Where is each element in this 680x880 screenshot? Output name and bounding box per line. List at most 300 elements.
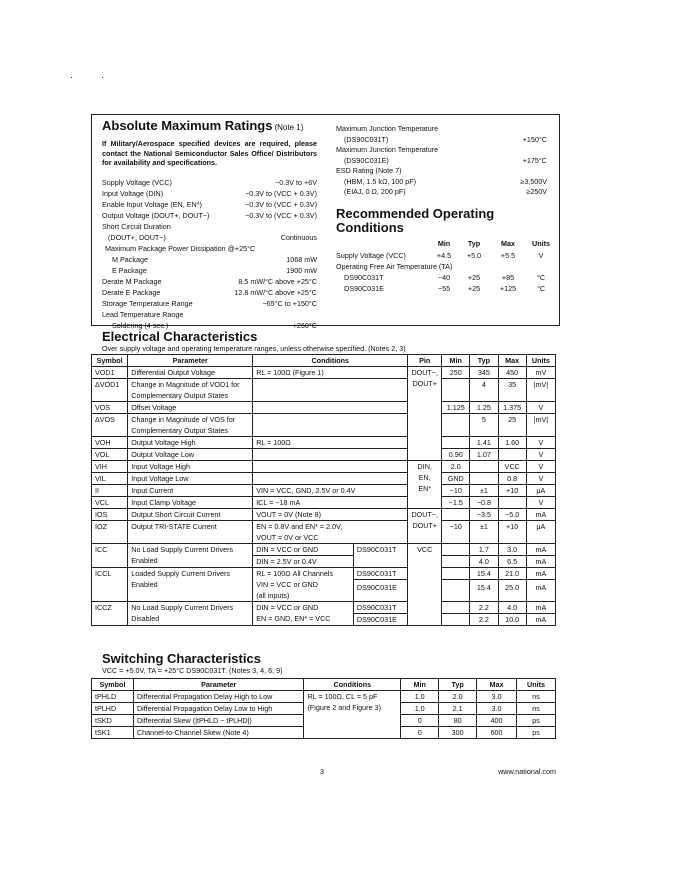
ec-typ: 1.07 bbox=[470, 449, 498, 461]
amr-right-label: Maximum Junction Temperature bbox=[336, 124, 439, 133]
ec-symbol: II bbox=[92, 485, 128, 497]
ec-min bbox=[442, 544, 470, 556]
amr-item-label: Lead Temperature Range bbox=[102, 309, 184, 319]
sc-max: 600 bbox=[477, 727, 517, 739]
amr-right-value: +150°C bbox=[522, 134, 547, 144]
ec-conditions: RL = 100Ω (Figure 1) bbox=[253, 367, 408, 379]
ec-typ: −0.8 bbox=[470, 497, 498, 509]
roc-header-cell: Units bbox=[532, 238, 550, 248]
ec-device: DS90C031T bbox=[353, 544, 407, 568]
ec-conditions: DIN = 2.5V or 0.4V bbox=[253, 556, 354, 568]
ec-device: DS90C031T bbox=[353, 568, 407, 580]
ec-conditions bbox=[253, 461, 408, 473]
ec-min: 250 bbox=[442, 367, 470, 379]
ec-header-cell: Parameter bbox=[128, 355, 253, 367]
amr-item-value: 1068 mW bbox=[286, 254, 317, 264]
amr-right-item bbox=[336, 156, 547, 167]
ec-parameter: Loaded Supply Current Drivers Enabled bbox=[128, 568, 253, 602]
ec-max: 1.375 bbox=[498, 402, 526, 414]
ec-conditions: RL = 100Ω bbox=[253, 437, 408, 449]
amr-item bbox=[102, 232, 317, 243]
ec-units: |mV| bbox=[526, 414, 555, 437]
ec-units: V bbox=[526, 461, 555, 473]
ec-conditions bbox=[253, 602, 354, 626]
ec-row bbox=[92, 379, 556, 402]
ec-units: V bbox=[526, 449, 555, 461]
amr-right-item bbox=[336, 135, 547, 146]
ec-pin-line: DOUT+ bbox=[412, 521, 437, 530]
amr-item-label: (DOUT+, DOUT−) bbox=[108, 232, 166, 242]
ec-units: mA bbox=[526, 509, 555, 521]
ec-symbol: VOL bbox=[92, 449, 128, 461]
roc-row bbox=[336, 272, 547, 283]
amr-item-label: E Package bbox=[112, 265, 147, 275]
ec-row bbox=[92, 497, 556, 509]
amr-right-label: (DS90C031T) bbox=[344, 134, 389, 144]
ec-cond-line: VOUT = 0V or VCC bbox=[256, 533, 319, 542]
ec-symbol: IOS bbox=[92, 509, 128, 521]
amr-item bbox=[102, 177, 317, 188]
ec-min: −10 bbox=[442, 485, 470, 497]
sc-typ: 300 bbox=[439, 727, 477, 739]
ec-device: DS90C031E bbox=[353, 580, 407, 602]
ec-conditions bbox=[253, 521, 408, 544]
ec-units: V bbox=[526, 437, 555, 449]
amr-item-value: 8.5 mW/°C above +25°C bbox=[238, 276, 317, 286]
ec-max: 25.0 bbox=[498, 580, 526, 602]
sc-max: 3.0 bbox=[477, 691, 517, 703]
ec-parameter: Differential Output Voltage bbox=[128, 367, 253, 379]
roc-max: +85 bbox=[501, 272, 515, 282]
ec-units: V bbox=[526, 497, 555, 509]
ec-typ: 4 bbox=[470, 379, 498, 402]
ec-symbol: ΔVOD1 bbox=[92, 379, 128, 402]
amr-note: (Note 1) bbox=[274, 123, 304, 132]
ec-header-cell: Pin bbox=[408, 355, 442, 367]
amr-item-label: Enable Input Voltage (EN, EN*) bbox=[102, 199, 202, 209]
ec-max: 35 bbox=[498, 379, 526, 402]
sc-units: ps bbox=[517, 715, 556, 727]
roc-min: +4.5 bbox=[436, 250, 452, 260]
roc-table bbox=[336, 238, 550, 299]
ec-row bbox=[92, 473, 556, 485]
ec-max: +10 bbox=[498, 521, 526, 544]
sc-typ: 80 bbox=[439, 715, 477, 727]
amr-item-value: +260°C bbox=[292, 320, 317, 330]
ec-parameter: Input Voltage High bbox=[128, 461, 253, 473]
ec-cond-line: VIN = VCC or GND bbox=[256, 580, 318, 589]
ec-pin-line: EN* bbox=[418, 484, 432, 493]
ec-pin-line: DOUT−, bbox=[411, 510, 438, 519]
amr-item bbox=[102, 287, 317, 298]
ec-min: 2.0 bbox=[442, 461, 470, 473]
ec-min bbox=[442, 379, 470, 402]
amr-item-label: Derate E Package bbox=[102, 287, 161, 297]
ec-device: DS90C031E bbox=[353, 614, 407, 626]
ec-symbol: VOD1 bbox=[92, 367, 128, 379]
ec-typ: 345 bbox=[470, 367, 498, 379]
amr-item-value: Continuous bbox=[280, 232, 317, 242]
sc-header-cell: Conditions bbox=[304, 679, 401, 691]
amr-item-label: M Package bbox=[112, 254, 148, 264]
ec-min: −10 bbox=[442, 521, 470, 544]
sc-parameter: Differential Propagation Delay High to Low bbox=[133, 691, 304, 703]
sc-symbol: tPLHD bbox=[92, 703, 134, 715]
ec-typ: 1.7 bbox=[470, 544, 498, 556]
sc-min: 0 bbox=[401, 715, 439, 727]
amr-list bbox=[102, 177, 317, 331]
ec-pin bbox=[408, 461, 442, 509]
ec-parameter: Offset Voltage bbox=[128, 402, 253, 414]
sc-subtitle: VCC = +5.0V, TA = +25°C DS90C031T. (Notes 3, 4, 6, 9) bbox=[102, 666, 283, 675]
ec-max bbox=[498, 497, 526, 509]
amr-item-label: Storage Temperature Range bbox=[102, 298, 193, 308]
ec-row bbox=[92, 437, 556, 449]
amr-item-value: −0.3V to +6V bbox=[275, 177, 317, 187]
ec-typ: ±1 bbox=[470, 485, 498, 497]
roc-max: +5.5 bbox=[500, 250, 516, 260]
amr-right-item bbox=[336, 187, 547, 198]
amr-right-value: ≥3,500V bbox=[520, 176, 547, 186]
ec-min bbox=[442, 614, 470, 626]
ec-typ: 15.4 bbox=[470, 580, 498, 602]
ec-parameter: Output Voltage High bbox=[128, 437, 253, 449]
ec-max: 4.0 bbox=[498, 602, 526, 614]
roc-min: −40 bbox=[437, 272, 451, 282]
sc-parameter: Differential Skew (|tPHLD − tPLHD|) bbox=[133, 715, 304, 727]
sc-parameter: Differential Propagation Delay Low to High bbox=[133, 703, 304, 715]
amr-right-item bbox=[336, 145, 547, 156]
ec-row bbox=[92, 485, 556, 497]
ec-pin bbox=[408, 367, 442, 461]
sc-conditions bbox=[304, 691, 401, 739]
ec-conditions bbox=[253, 449, 408, 461]
amr-title: Absolute Maximum Ratings bbox=[102, 118, 273, 133]
sc-header-cell: Typ bbox=[439, 679, 477, 691]
roc-label: DS90C031T bbox=[344, 272, 384, 282]
ec-parameter: Input Voltage Low bbox=[128, 473, 253, 485]
amr-right-label: (DS90C031E) bbox=[344, 155, 389, 165]
ec-min bbox=[442, 580, 470, 602]
sc-row bbox=[92, 691, 556, 703]
ec-header-cell: Units bbox=[526, 355, 555, 367]
ec-parameter: Input Clamp Voltage bbox=[128, 497, 253, 509]
ec-max: 25 bbox=[498, 414, 526, 437]
amr-item-label: Maximum Package Power Dissipation @+25°C bbox=[105, 243, 256, 253]
ec-parameter: No Load Supply Current Drivers Enabled bbox=[128, 544, 253, 568]
amr-item bbox=[102, 276, 317, 287]
ec-symbol: ΔVOS bbox=[92, 414, 128, 437]
ec-title: Electrical Characteristics bbox=[102, 329, 258, 344]
roc-units: °C bbox=[536, 272, 546, 282]
sc-table bbox=[91, 678, 556, 739]
ec-max: +10 bbox=[498, 485, 526, 497]
amr-item bbox=[102, 210, 317, 221]
sc-typ: 2.1 bbox=[439, 703, 477, 715]
ec-min: GND bbox=[442, 473, 470, 485]
ec-max: 450 bbox=[498, 367, 526, 379]
ec-row bbox=[92, 544, 556, 556]
ec-pin-line: EN, bbox=[418, 473, 431, 482]
ec-units: mA bbox=[526, 614, 555, 626]
ec-cond-line: EN = GND, EN* = VCC bbox=[256, 614, 331, 623]
ec-pin-line: DOUT+ bbox=[412, 379, 437, 388]
ec-parameter: Input Current bbox=[128, 485, 253, 497]
amr-item-label: Output Voltage (DOUT+, DOUT−) bbox=[102, 210, 210, 220]
roc-header-cell: Typ bbox=[467, 238, 481, 248]
sc-header-cell: Min bbox=[401, 679, 439, 691]
ec-row bbox=[92, 602, 556, 614]
ec-typ: −3.5 bbox=[470, 509, 498, 521]
ec-typ: 1.25 bbox=[470, 402, 498, 414]
ec-units: mA bbox=[526, 602, 555, 614]
ec-units: mA bbox=[526, 580, 555, 602]
ec-header-cell: Max bbox=[498, 355, 526, 367]
ec-cond-line: EN = 0.8V and EN* = 2.0V, bbox=[256, 522, 343, 531]
amr-right-item bbox=[336, 166, 547, 177]
amr-item-value: −0.3V to (VCC + 0.3V) bbox=[245, 210, 317, 220]
ec-row bbox=[92, 521, 556, 544]
ec-min bbox=[442, 509, 470, 521]
roc-header-cell: Min bbox=[437, 238, 451, 248]
roc-typ: +25 bbox=[467, 272, 481, 282]
ec-units: V bbox=[526, 473, 555, 485]
amr-right-label: Maximum Junction Temperature bbox=[336, 145, 439, 154]
ec-min: 1.125 bbox=[442, 402, 470, 414]
ec-max: 1.60 bbox=[498, 437, 526, 449]
ec-symbol: VIL bbox=[92, 473, 128, 485]
ec-conditions: VOUT = 0V (Note 8) bbox=[253, 509, 408, 521]
sc-symbol: tSKD bbox=[92, 715, 134, 727]
ec-row bbox=[92, 367, 556, 379]
ec-min bbox=[442, 437, 470, 449]
ec-cond-line: (all inputs) bbox=[256, 591, 290, 600]
sc-units: ns bbox=[517, 691, 556, 703]
amr-section bbox=[102, 118, 317, 331]
roc-typ: +25 bbox=[467, 283, 481, 293]
roc-label: Supply Voltage (VCC) bbox=[336, 250, 406, 260]
ec-device: DS90C031T bbox=[353, 602, 407, 614]
roc-row bbox=[336, 250, 547, 261]
ec-pin bbox=[408, 509, 442, 544]
ec-units: mA bbox=[526, 568, 555, 580]
sc-max: 3.0 bbox=[477, 703, 517, 715]
amr-item bbox=[102, 254, 317, 265]
amr-right-value: +175°C bbox=[522, 155, 547, 165]
ec-max: 6.5 bbox=[498, 556, 526, 568]
roc-max: +125 bbox=[499, 283, 517, 293]
ec-max: −5.0 bbox=[498, 509, 526, 521]
ec-conditions bbox=[253, 402, 408, 414]
ec-max: 21.0 bbox=[498, 568, 526, 580]
ec-typ: 4.0 bbox=[470, 556, 498, 568]
ec-parameter: Change in Magnitude of VOS for Complementary Output States bbox=[128, 414, 253, 437]
ec-row bbox=[92, 461, 556, 473]
ec-cond-line: RL = 100Ω All Channels bbox=[256, 569, 334, 578]
ec-parameter: Output TRI-STATE Current bbox=[128, 521, 253, 544]
ec-table bbox=[91, 354, 556, 626]
ec-header-cell: Min bbox=[442, 355, 470, 367]
amr-item bbox=[102, 265, 317, 276]
ec-conditions bbox=[253, 568, 354, 602]
amr-item-label: Input Voltage (DIN) bbox=[102, 188, 164, 198]
amr-item bbox=[102, 199, 317, 210]
ec-units: |mV| bbox=[526, 379, 555, 402]
ec-conditions: ICL = −18 mA bbox=[253, 497, 408, 509]
ec-min bbox=[442, 568, 470, 580]
amr-item-value: −0.3V to (VCC + 0.3V) bbox=[245, 199, 317, 209]
ec-pin: VCC bbox=[408, 544, 442, 626]
sc-header-cell: Units bbox=[517, 679, 556, 691]
ec-min bbox=[442, 556, 470, 568]
roc-row bbox=[336, 283, 547, 294]
ec-parameter: Output Short Circuit Current bbox=[128, 509, 253, 521]
ec-symbol: ICCZ bbox=[92, 602, 128, 626]
ec-max: 3.0 bbox=[498, 544, 526, 556]
amr-right-label: ESD Rating (Note 7) bbox=[336, 166, 402, 175]
sc-header-row bbox=[92, 679, 556, 691]
roc-label: DS90C031E bbox=[344, 283, 384, 293]
amr-right-item bbox=[336, 177, 547, 188]
ec-max: 10.0 bbox=[498, 614, 526, 626]
amr-item-value: −0.3V to (VCC + 0.3V) bbox=[245, 188, 317, 198]
ec-symbol: VIH bbox=[92, 461, 128, 473]
ec-header-cell: Typ bbox=[470, 355, 498, 367]
ec-row bbox=[92, 414, 556, 437]
roc-units: V bbox=[538, 250, 544, 260]
amr-item bbox=[102, 298, 317, 309]
ec-typ bbox=[470, 473, 498, 485]
ec-symbol: IOZ bbox=[92, 521, 128, 544]
ec-cond-line: DIN = VCC or GND bbox=[256, 603, 319, 612]
sc-parameter: Channel-to-Channel Skew (Note 4) bbox=[133, 727, 304, 739]
amr-item-label: Short Circuit Duration bbox=[102, 221, 171, 231]
sc-cond-line: (Figure 2 and Figure 3) bbox=[307, 703, 381, 712]
sc-header-cell: Parameter bbox=[133, 679, 304, 691]
roc-min: −55 bbox=[437, 283, 451, 293]
sc-max: 400 bbox=[477, 715, 517, 727]
ec-min: 0.90 bbox=[442, 449, 470, 461]
ec-units: μA bbox=[526, 485, 555, 497]
ec-max bbox=[498, 449, 526, 461]
roc-header bbox=[336, 238, 550, 250]
ec-max: 0.8 bbox=[498, 473, 526, 485]
sc-title: Switching Characteristics bbox=[102, 651, 261, 666]
page-number: 3 bbox=[320, 767, 324, 776]
ec-typ: 2.2 bbox=[470, 614, 498, 626]
sc-min: 0 bbox=[401, 727, 439, 739]
ec-parameter: Change in Magnitude of VOD1 for Complementary Output States bbox=[128, 379, 253, 402]
sc-min: 1.0 bbox=[401, 691, 439, 703]
ec-symbol: VOH bbox=[92, 437, 128, 449]
ec-typ: ±1 bbox=[470, 521, 498, 544]
ec-conditions: VIN = VCC, GND, 2.5V or 0.4V bbox=[253, 485, 408, 497]
amr-right-value: ≥250V bbox=[526, 187, 547, 196]
amr-item-label: Soldering (4 sec.) bbox=[112, 320, 169, 330]
amr-item bbox=[102, 188, 317, 199]
roc-typ: +5.0 bbox=[466, 250, 482, 260]
roc-title-2: Conditions bbox=[336, 219, 404, 235]
ec-min: −1.5 bbox=[442, 497, 470, 509]
ec-typ: 15.4 bbox=[470, 568, 498, 580]
amr-right-label: (EIAJ, 0 Ω, 200 pF) bbox=[344, 187, 406, 196]
roc-title-1: Recommended Operating bbox=[336, 205, 495, 221]
amr-item-label: Derate M Package bbox=[102, 276, 162, 286]
roc-label: Operating Free Air Temperature (TA) bbox=[336, 261, 453, 271]
ec-parameter: No Load Supply Current Drivers Disabled bbox=[128, 602, 253, 626]
ec-units: μA bbox=[526, 521, 555, 544]
ec-subtitle: Over supply voltage and operating temperature ranges, unless otherwise specified. (Notes 2, 3) bbox=[102, 344, 406, 353]
ec-pin-line: DOUT−, bbox=[411, 368, 438, 377]
ec-header-cell: Symbol bbox=[92, 355, 128, 367]
amr-item bbox=[102, 221, 317, 232]
amr-item-value: −65°C to +150°C bbox=[262, 298, 317, 308]
ec-typ: 1.41 bbox=[470, 437, 498, 449]
roc-units: °C bbox=[536, 283, 546, 293]
ec-typ: 5 bbox=[470, 414, 498, 437]
ec-row bbox=[92, 449, 556, 461]
amr-right-label: (HBM, 1.5 kΩ, 100 pF) bbox=[344, 176, 417, 186]
roc-row bbox=[336, 261, 547, 272]
ec-min bbox=[442, 602, 470, 614]
roc-header-cell: Max bbox=[501, 238, 515, 248]
amr-item bbox=[102, 309, 317, 320]
ec-symbol: ICCL bbox=[92, 568, 128, 602]
sc-header-cell: Max bbox=[477, 679, 517, 691]
ec-typ: 2.2 bbox=[470, 602, 498, 614]
amr-right-item bbox=[336, 124, 547, 135]
sc-units: ns bbox=[517, 703, 556, 715]
ec-typ bbox=[470, 461, 498, 473]
ec-header-cell: Conditions bbox=[253, 355, 408, 367]
ec-max: VCC bbox=[498, 461, 526, 473]
ec-units: mA bbox=[526, 556, 555, 568]
ec-parameter: Output Voltage Low bbox=[128, 449, 253, 461]
amr-right-list bbox=[336, 124, 547, 198]
ec-min bbox=[442, 414, 470, 437]
amr-item-label: Supply Voltage (VCC) bbox=[102, 177, 172, 187]
ec-conditions bbox=[253, 414, 408, 437]
sc-min: 1.0 bbox=[401, 703, 439, 715]
ec-units: mA bbox=[526, 544, 555, 556]
ec-row bbox=[92, 402, 556, 414]
sc-header-cell: Symbol bbox=[92, 679, 134, 691]
sc-cond-line: RL = 100Ω, CL = 5 pF bbox=[307, 692, 378, 701]
ec-row bbox=[92, 509, 556, 521]
ec-units: mV bbox=[526, 367, 555, 379]
ec-header-row bbox=[92, 355, 556, 367]
amr-item-value: 12.8 mW/°C above +25°C bbox=[234, 287, 317, 297]
mark-dot bbox=[102, 77, 103, 78]
ec-units: V bbox=[526, 402, 555, 414]
ec-symbol: VOS bbox=[92, 402, 128, 414]
amr-right bbox=[336, 124, 550, 299]
sc-typ: 2.0 bbox=[439, 691, 477, 703]
amr-item bbox=[102, 243, 317, 254]
sc-symbol: tSK1 bbox=[92, 727, 134, 739]
ec-conditions: DIN = VCC or GND bbox=[253, 544, 354, 556]
ec-conditions bbox=[253, 379, 408, 402]
amr-military: If Military/Aerospace specified devices are required, please contact the National Semiconductor Sales Office/ Distributors for availability and specifications. bbox=[102, 139, 317, 168]
ec-conditions bbox=[253, 473, 408, 485]
amr-item-value: 1900 mW bbox=[286, 265, 317, 275]
ec-pin-line: DIN, bbox=[417, 462, 432, 471]
footer-site: www.national.com bbox=[498, 767, 556, 776]
mark-dot bbox=[71, 77, 72, 78]
ec-symbol: VCL bbox=[92, 497, 128, 509]
sc-symbol: tPHLD bbox=[92, 691, 134, 703]
ec-symbol: ICC bbox=[92, 544, 128, 568]
